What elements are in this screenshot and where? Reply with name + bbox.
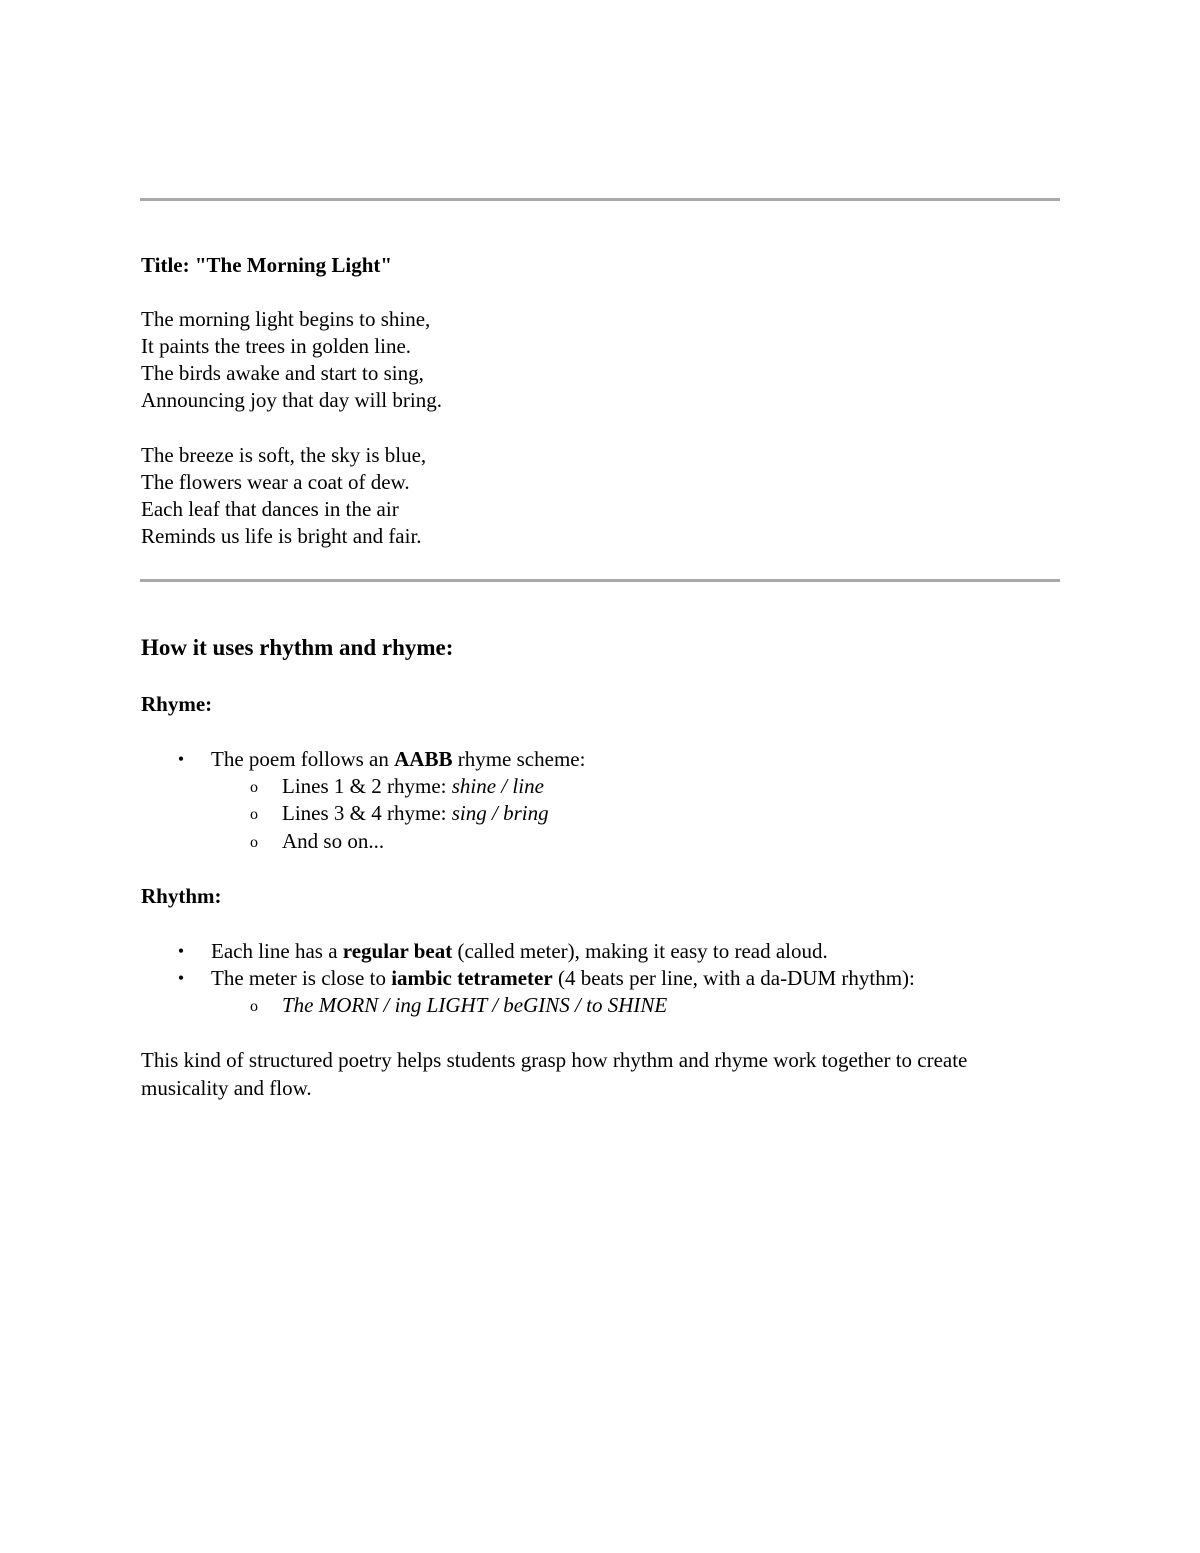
sub-bullet-icon: o [250, 806, 258, 823]
horizontal-rule-top [140, 198, 1060, 201]
list-item [177, 746, 586, 773]
poem-title: Title: "The Morning Light" [141, 253, 393, 277]
list-item-text: rhyme scheme: [452, 747, 586, 771]
list-item-text: The poem follows an [211, 747, 395, 771]
poem-line: The morning light begins to shine, [141, 307, 431, 331]
list-item-emphasis: iambic tetrameter [391, 966, 553, 990]
horizontal-rule-middle [140, 579, 1060, 582]
list-item-text: The meter is close to [211, 966, 392, 990]
sub-list-item [250, 992, 668, 1019]
bullet-icon: • [177, 968, 185, 988]
rhyme-pair: shine / line [451, 774, 544, 798]
sub-list-item [250, 828, 385, 855]
sub-list-item-text: Lines 3 & 4 rhyme: [282, 801, 452, 825]
conclusion-paragraph: This kind of structured poetry helps students grasp how rhythm and rhyme work together to create musicality and flow. [141, 1048, 968, 1100]
poem-line: The breeze is soft, the sky is blue, [141, 443, 427, 467]
rhythm-label: Rhythm: [141, 884, 222, 908]
section-heading: How it uses rhythm and rhyme: [141, 635, 454, 660]
poem-line: The birds awake and start to sing, [141, 361, 424, 385]
sub-bullet-icon: o [250, 834, 258, 851]
sub-bullet-icon: o [250, 998, 258, 1015]
rhyme-label: Rhyme: [141, 692, 213, 716]
rhyme-pair: sing / bring [451, 801, 549, 825]
sub-list-item [250, 773, 544, 800]
list-item [177, 965, 915, 992]
list-item-emphasis: regular beat [342, 939, 453, 963]
sub-list-item [250, 800, 549, 827]
poem-line: Reminds us life is bright and fair. [141, 524, 422, 548]
sub-bullet-icon: o [250, 779, 258, 796]
poem-line: Each leaf that dances in the air [141, 497, 399, 521]
bullet-icon: • [177, 749, 185, 769]
list-item-text: (called meter), making it easy to read aloud. [452, 939, 828, 963]
bullet-icon: • [177, 941, 185, 961]
meter-example: The MORN / ing LIGHT / beGINS / to SHINE [282, 993, 668, 1017]
poem-line: Announcing joy that day will bring. [141, 388, 442, 412]
sub-list-item-text: Lines 1 & 2 rhyme: [282, 774, 452, 798]
list-item [177, 938, 828, 965]
poem-line: It paints the trees in golden line. [141, 334, 412, 358]
list-item-text: Each line has a [211, 939, 343, 963]
list-item-text: (4 beats per line, with a da-DUM rhythm): [552, 966, 915, 990]
sub-list-item-text: And so on... [282, 829, 385, 853]
poem-line: The flowers wear a coat of dew. [141, 470, 410, 494]
list-item-emphasis: AABB [394, 747, 453, 771]
